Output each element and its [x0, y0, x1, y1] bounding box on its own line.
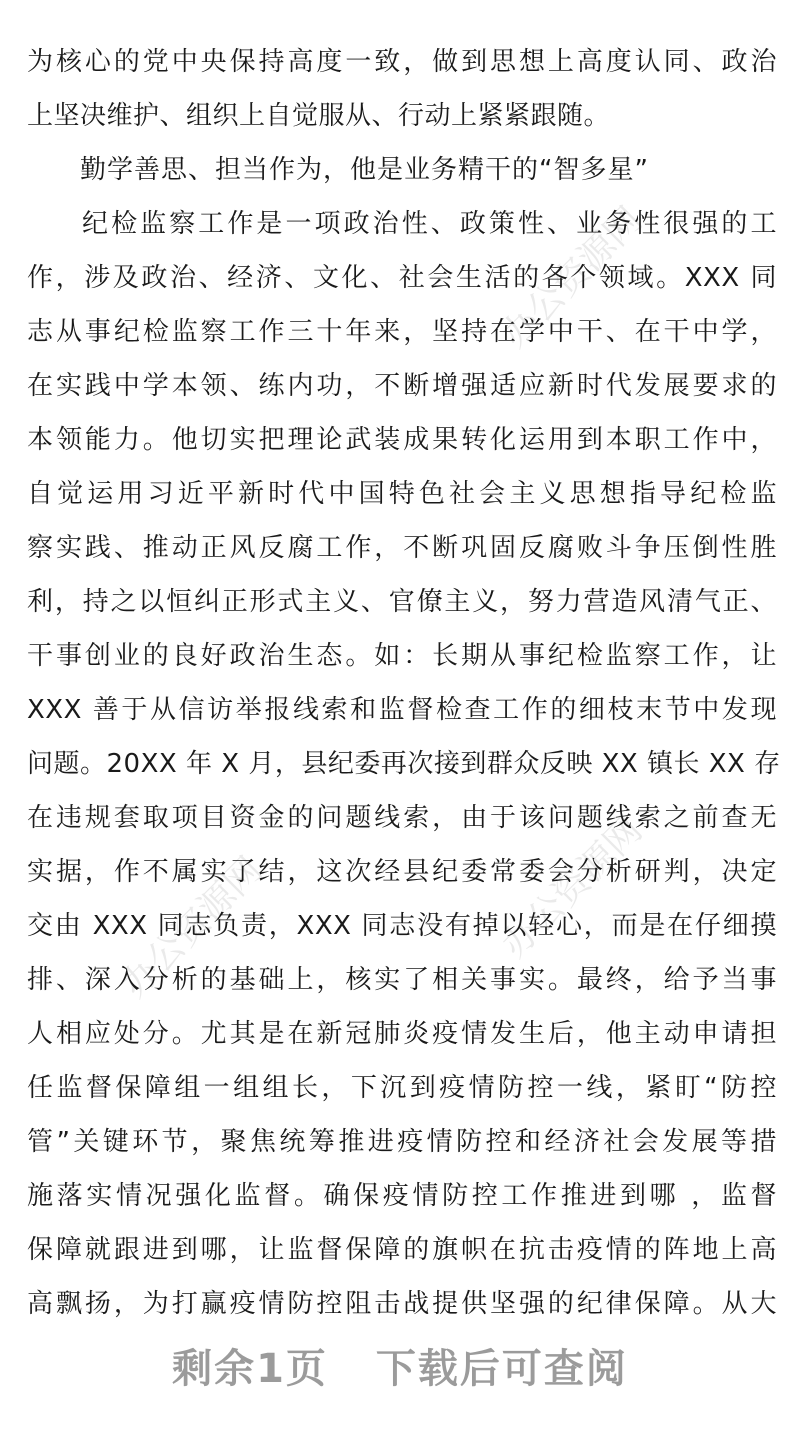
paragraph-line: 问题。20XX 年 X 月，县纪委再次接到群众反映 XX 镇长 XX 存 — [27, 749, 781, 779]
paragraph-line: 交由 XXX 同志负责，XXX 同志没有掉以轻心，而是在仔细摸 — [27, 911, 777, 941]
watermark: 办公资源网 — [113, 849, 271, 1006]
paragraph-line: 管”关键环节，聚焦统筹推进疫情防控和经济社会发展等措 — [27, 1127, 777, 1157]
paragraph-line: 任监督保障组一组组长，下沉到疫情防控一线，紧盯“防控 — [27, 1073, 777, 1103]
paragraph-line: 上坚决维护、组织上自觉服从、行动上紧紧跟随。 — [27, 101, 611, 131]
paragraph-line: 排、深入分析的基础上，核实了相关事实。最终，给予当事 — [27, 965, 777, 995]
paragraph-line: 为核心的党中央保持高度一致，做到思想上高度认同、政治 — [27, 47, 777, 77]
paragraph-line: 作，涉及政治、经济、文化、社会生活的各个领域。XXX 同 — [27, 263, 777, 293]
paragraph-line: 实据，作不属实了结，这次经县纪委常委会分析研判，决定 — [27, 857, 777, 887]
watermark: 办公资源网 — [493, 199, 651, 356]
paragraph-line: 干事创业的良好政治生态。如：长期从事纪检监察工作，让 — [27, 641, 777, 671]
section-heading: 勤学善思、担当作为，他是业务精干的“智多星” — [80, 155, 649, 185]
paragraph-line: 人相应处分。尤其是在新冠肺炎疫情发生后，他主动申请担 — [27, 1019, 777, 1049]
paragraph-line: 施落实情况强化监督。确保疫情防控工作推进到哪 ，监督 — [27, 1181, 777, 1211]
paragraph-line: 察实践、推动正风反腐工作，不断巩固反腐败斗争压倒性胜 — [27, 533, 777, 563]
paragraph-line: 利，持之以恒纠正形式主义、官僚主义，努力营造风清气正、 — [27, 587, 777, 617]
remaining-pages-label: 剩余1页 — [172, 1346, 328, 1392]
paragraph-line: 志从事纪检监察工作三十年来，坚持在学中干、在干中学， — [27, 317, 777, 347]
paragraph-line: 自觉运用习近平新时代中国特色社会主义思想指导纪检监 — [27, 479, 777, 509]
paragraph-line: 高飘扬，为打赢疫情防控阻击战提供坚强的纪律保障。从大 — [27, 1289, 777, 1319]
paragraph-line: XXX 善于从信访举报线索和监督检查工作的细枝末节中发现 — [27, 695, 777, 725]
paragraph-line: 在违规套取项目资金的问题线索，由于该问题线索之前查无 — [27, 803, 777, 833]
paragraph-line: 在实践中学本领、练内功，不断增强适应新时代发展要求的 — [27, 371, 777, 401]
download-to-view-label: 下载后可查阅 — [375, 1346, 628, 1392]
paragraph-line: 保障就跟进到哪，让监督保障的旗帜在抗击疫情的阵地上高 — [27, 1235, 777, 1265]
paragraph-line: 本领能力。他切实把理论武装成果转化运用到本职工作中， — [27, 425, 777, 455]
watermark: 办公资源网 — [493, 809, 651, 966]
download-prompt[interactable] — [0, 1337, 800, 1394]
paragraph-line: 纪检监察工作是一项政治性、政策性、业务性很强的工 — [82, 209, 777, 239]
